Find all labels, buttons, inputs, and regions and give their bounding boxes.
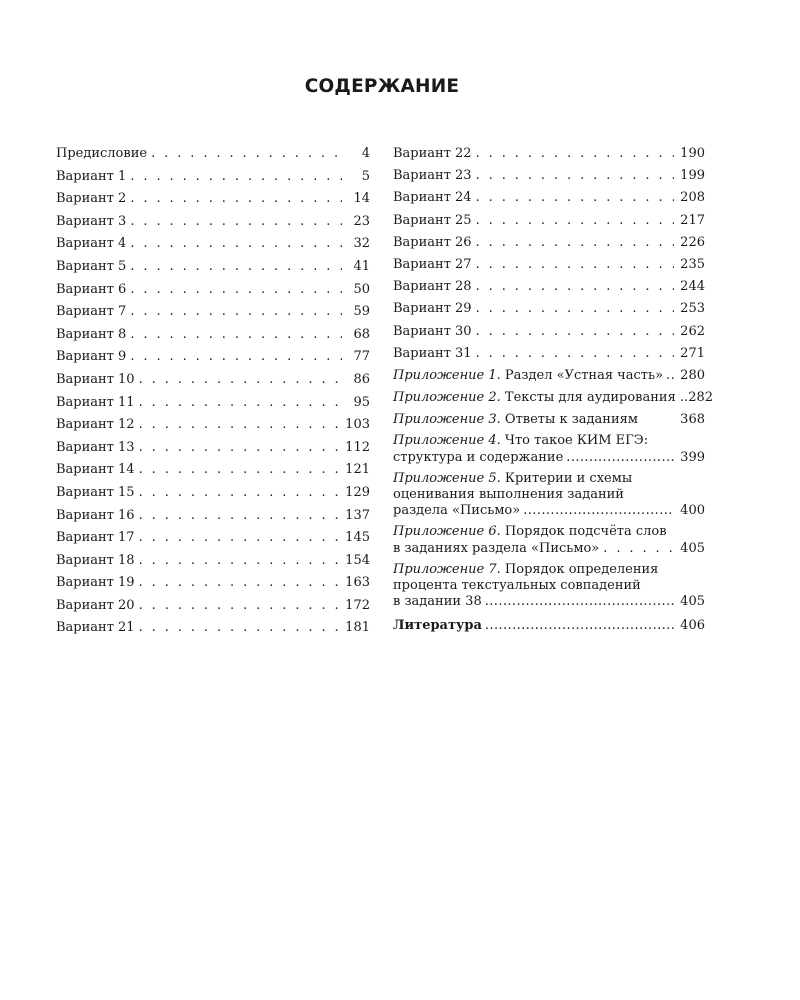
- toc-entry-page: 400: [680, 503, 705, 519]
- leader-dots: [130, 256, 342, 279]
- leader-dots: [130, 346, 342, 369]
- toc-entry-page: 190: [680, 146, 705, 161]
- toc-entry[interactable]: [56, 392, 370, 415]
- toc-entry-label: Вариант 5: [56, 258, 127, 274]
- leader-dots: [139, 459, 340, 482]
- toc-entry-label: Литература: [393, 618, 482, 634]
- toc-entry[interactable]: [393, 321, 705, 343]
- appendix-title: Раздел «Устная часть»: [504, 367, 664, 383]
- leader-dots: [476, 343, 675, 365]
- appendix-title: в задании 38: [393, 594, 482, 610]
- appendix-title: Порядок определения: [504, 561, 659, 577]
- appendix-prefix: Приложение 2.: [393, 390, 501, 406]
- toc-entry-label: Вариант 27: [393, 256, 472, 272]
- toc-entry-label: Вариант 13: [56, 439, 135, 455]
- leader-dots: [130, 301, 342, 324]
- toc-entry-page: 253: [680, 301, 705, 317]
- toc-entry[interactable]: [56, 482, 370, 505]
- appendix-title: Что такое КИМ ЕГЭ:: [504, 433, 649, 449]
- toc-entry[interactable]: [56, 550, 370, 573]
- leader-dots: [476, 232, 675, 254]
- leader-dots: [666, 365, 674, 387]
- appendix-title: раздела «Письмо»: [393, 503, 521, 519]
- toc-entry-label: Вариант 11: [56, 394, 135, 410]
- toc-entry-label: Вариант 31: [393, 345, 472, 361]
- toc-entry-page: 14: [353, 191, 370, 207]
- toc-entry-label: Вариант 25: [393, 212, 472, 228]
- toc-entry-label: Вариант 10: [56, 371, 135, 387]
- toc-entry[interactable]: [56, 166, 370, 189]
- toc-entry-label: Вариант 26: [393, 234, 472, 250]
- toc-entry-page: 368: [680, 412, 705, 428]
- toc-entry-page: 181: [345, 620, 370, 636]
- toc-entry-label: Вариант 3: [56, 213, 127, 229]
- toc-entry-page: 41: [353, 258, 370, 274]
- toc-entry[interactable]: [56, 188, 370, 211]
- toc-entry[interactable]: [56, 279, 370, 302]
- toc-entry[interactable]: [393, 143, 705, 165]
- leader-dots: [130, 279, 342, 302]
- toc-right-column: [393, 143, 714, 638]
- leader-dots: [130, 166, 342, 189]
- toc-entry[interactable]: [56, 369, 370, 392]
- toc-appendix-entry[interactable]: [393, 387, 714, 409]
- leader-dots: [139, 572, 340, 595]
- toc-entry-label: Вариант 29: [393, 301, 472, 317]
- leader-dots: [523, 503, 674, 519]
- toc-entry-label: Вариант 2: [56, 191, 127, 207]
- toc-entry-page: 271: [680, 345, 705, 361]
- toc-literature-entry[interactable]: [393, 615, 705, 637]
- toc-entry-label: Вариант 24: [393, 190, 472, 206]
- appendix-prefix: Приложение 4.: [393, 433, 501, 449]
- leader-dots: [139, 392, 342, 415]
- leader-dots: [476, 143, 675, 165]
- toc-entry-label: Вариант 23: [393, 168, 472, 184]
- toc-left-column: [56, 143, 370, 640]
- toc-entry-page: 145: [345, 530, 370, 546]
- appendix-prefix: Приложение 1.: [393, 367, 501, 383]
- toc-entry-page: 405: [680, 594, 705, 610]
- leader-dots: [566, 450, 674, 466]
- leader-dots: [139, 437, 340, 460]
- appendix-title: Ответы к заданиям: [504, 412, 638, 428]
- appendix-prefix: Приложение 3.: [393, 412, 501, 428]
- toc-entry-page: 77: [353, 349, 370, 365]
- toc-appendix-entry[interactable]: [393, 562, 705, 611]
- toc-entry-page: 59: [353, 304, 370, 320]
- toc-appendix-entry[interactable]: [393, 409, 705, 431]
- toc-entry-page: 121: [345, 462, 370, 478]
- toc-entry-label: Вариант 16: [56, 507, 135, 523]
- toc-entry-label: Вариант 18: [56, 552, 135, 568]
- toc-entry[interactable]: [393, 298, 705, 320]
- leader-dots: [139, 414, 340, 437]
- toc-entry[interactable]: [56, 324, 370, 347]
- toc-entry-label: Вариант 8: [56, 326, 127, 342]
- toc-entry-page: 4: [361, 146, 370, 161]
- leader-dots: [130, 233, 342, 256]
- toc-entry-label: Вариант 14: [56, 462, 135, 478]
- toc-entry-page: 199: [680, 168, 705, 184]
- toc-entry-label: Вариант 22: [393, 146, 472, 161]
- toc-entry-page: 282: [688, 390, 714, 406]
- toc-entry-page: 235: [680, 256, 705, 272]
- toc-entry-label: Вариант 7: [56, 304, 127, 320]
- toc-entry-page: 129: [345, 484, 370, 500]
- toc-entry[interactable]: [393, 210, 705, 232]
- toc-entry-page: 226: [680, 234, 705, 250]
- leader-dots: [139, 482, 340, 505]
- appendix-title: Порядок подсчёта слов: [504, 524, 667, 540]
- appendix-title: процента текстуальных совпадений: [393, 578, 641, 594]
- toc-entry-label: Вариант 1: [56, 168, 127, 184]
- toc-entry-page: 68: [353, 326, 370, 342]
- appendix-title: структура и содержание: [393, 449, 564, 465]
- toc-entry-page: 406: [680, 618, 705, 634]
- leader-dots: [603, 541, 674, 557]
- toc-entry-page: 112: [345, 439, 370, 455]
- toc-entry[interactable]: [56, 211, 370, 234]
- toc-entry-page: 244: [680, 279, 705, 295]
- toc-entry-label: Вариант 19: [56, 575, 135, 591]
- toc-entry-page: 172: [345, 597, 370, 613]
- leader-dots: [139, 550, 340, 573]
- toc-entry-label: Вариант 4: [56, 236, 127, 252]
- toc-entry[interactable]: [393, 343, 705, 365]
- toc-appendix-entry[interactable]: [393, 471, 705, 520]
- toc-entry-label: Вариант 21: [56, 620, 135, 636]
- leader-dots: [476, 254, 675, 276]
- toc-entry-page: 95: [353, 394, 370, 410]
- page-title: СОДЕРЖАНИЕ: [304, 76, 460, 97]
- toc-entry-label: Вариант 12: [56, 417, 135, 433]
- toc-entry[interactable]: [393, 187, 705, 209]
- leader-dots: [476, 298, 675, 320]
- appendix-title: оценивания выполнения заданий: [393, 487, 624, 503]
- toc-appendix-entry[interactable]: [393, 365, 705, 387]
- leader-dots: [130, 211, 342, 234]
- toc-entry-page: 5: [361, 168, 370, 184]
- toc-entry-label: Вариант 20: [56, 597, 135, 613]
- toc-entry[interactable]: [56, 437, 370, 460]
- toc-entry-label: Вариант 15: [56, 484, 135, 500]
- leader-dots: [476, 321, 675, 343]
- appendix-prefix: Приложение 5.: [393, 470, 501, 486]
- toc-entry-page: 217: [680, 212, 705, 228]
- leader-dots: [130, 188, 342, 211]
- leader-dots: [139, 505, 340, 528]
- toc-entry-label: Предисловие: [56, 146, 148, 161]
- toc-appendix-entry[interactable]: [393, 433, 705, 465]
- leader-dots: [485, 615, 674, 637]
- toc-entry-page: 23: [353, 213, 370, 229]
- toc-entry[interactable]: [56, 527, 370, 550]
- leader-dots: [476, 165, 675, 187]
- appendix-title: в заданиях раздела «Письмо»: [393, 540, 600, 556]
- toc-entry[interactable]: [56, 256, 370, 279]
- toc-entry-page: 208: [680, 190, 705, 206]
- toc-entry[interactable]: [56, 595, 370, 618]
- toc-entry-page: 163: [345, 575, 370, 591]
- toc-entry-label: Вариант 6: [56, 281, 127, 297]
- toc-entry[interactable]: [56, 233, 370, 256]
- toc-entry[interactable]: [56, 414, 370, 437]
- toc-entry-page: 32: [353, 236, 370, 252]
- leader-dots: [139, 527, 340, 550]
- toc-entry[interactable]: [56, 346, 370, 369]
- toc-entry-page: 103: [345, 417, 370, 433]
- toc-entry[interactable]: [56, 505, 370, 528]
- toc-entry-page: 399: [680, 449, 705, 465]
- toc-entry[interactable]: [56, 617, 370, 640]
- toc-entry-label: Вариант 30: [393, 323, 472, 339]
- toc-entry[interactable]: [56, 459, 370, 482]
- appendix-title: Тексты для аудирования ..: [504, 390, 689, 406]
- toc-appendix-entry[interactable]: [393, 524, 705, 556]
- leader-dots: [476, 276, 675, 298]
- leader-dots: [139, 595, 340, 618]
- toc-entry[interactable]: [393, 165, 705, 187]
- toc-entry[interactable]: [56, 572, 370, 595]
- leader-dots: [476, 187, 675, 209]
- toc-entry-page: 280: [680, 367, 705, 383]
- appendix-prefix: Приложение 7.: [393, 561, 501, 577]
- toc-entry-page: 50: [353, 281, 370, 297]
- leader-dots: [130, 324, 342, 347]
- toc-entry-page: 405: [680, 540, 705, 556]
- toc-entry-page: 86: [353, 371, 370, 387]
- toc-entry-label: Вариант 28: [393, 279, 472, 295]
- toc-entry-page: 137: [345, 507, 370, 523]
- toc-entry-label: Вариант 17: [56, 530, 135, 546]
- toc-entry[interactable]: [393, 254, 705, 276]
- leader-dots: [476, 210, 675, 232]
- leader-dots: [151, 143, 342, 166]
- leader-dots: [139, 617, 340, 640]
- appendix-title: Критерии и схемы: [504, 470, 633, 486]
- leader-dots: [139, 369, 342, 392]
- toc-entry[interactable]: [393, 276, 705, 298]
- leader-dots: [485, 594, 674, 610]
- toc-entry[interactable]: [56, 143, 370, 166]
- appendix-prefix: Приложение 6.: [393, 524, 501, 540]
- toc-entry[interactable]: [56, 301, 370, 324]
- toc-entry[interactable]: [393, 232, 705, 254]
- toc-entry-label: Вариант 9: [56, 349, 127, 365]
- toc-entry-page: 154: [345, 552, 370, 568]
- toc-entry-page: 262: [680, 323, 705, 339]
